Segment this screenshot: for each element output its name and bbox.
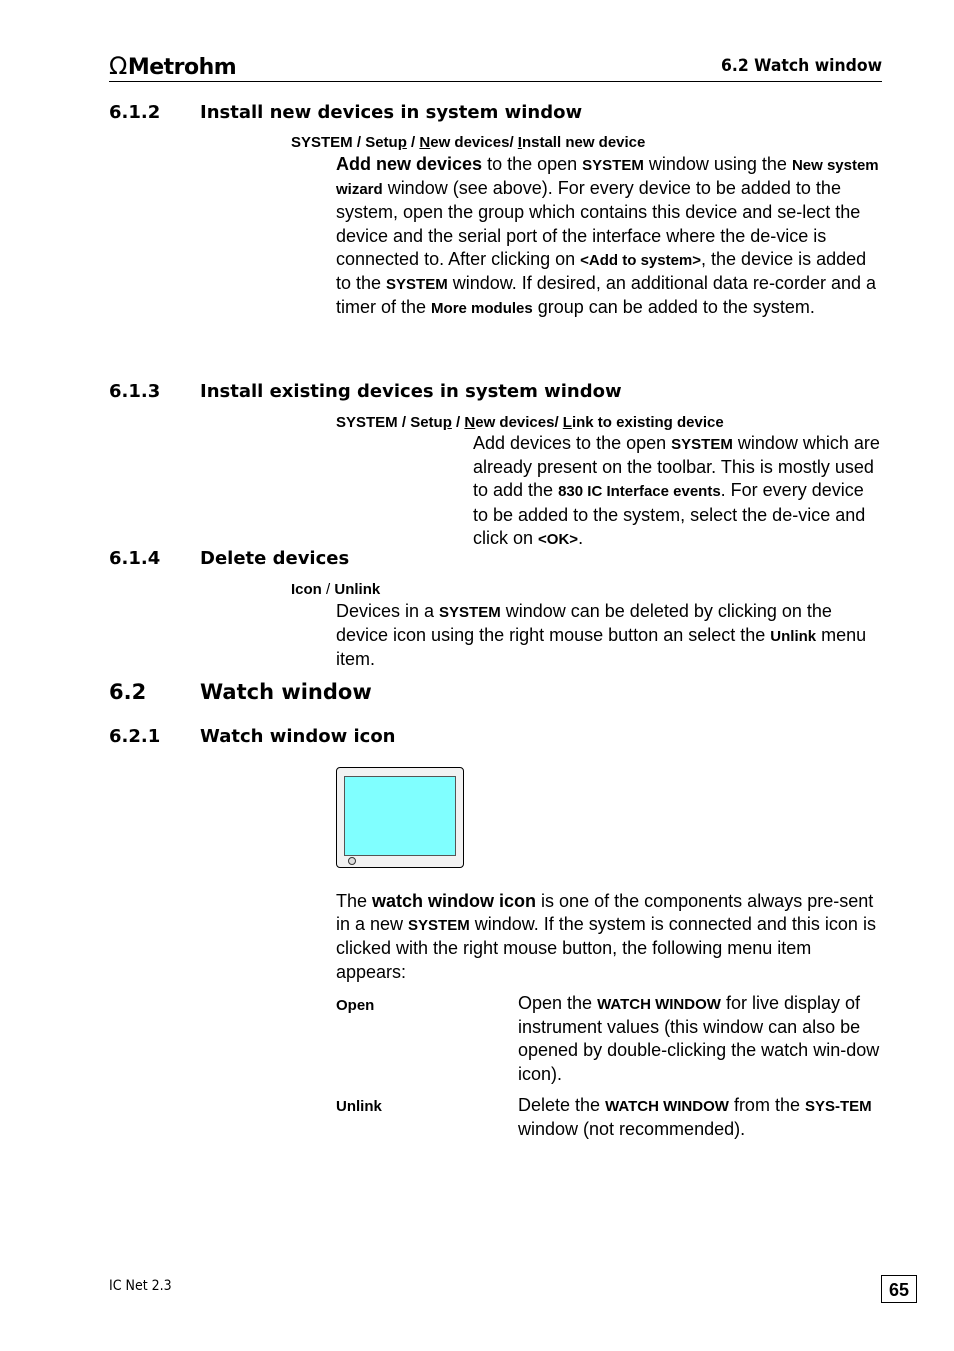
logo-text: Metrohm [127, 55, 237, 80]
text: menu item. [336, 625, 867, 670]
heading-title: Install existing devices in system window [200, 381, 622, 402]
menu-desc-unlink [518, 1094, 882, 1141]
keyword: SYSTEM [671, 436, 733, 453]
metrohm-logo [109, 52, 236, 80]
text: , the device is added to the [336, 248, 867, 294]
watch-window-knob [348, 857, 356, 865]
text: window. If desired, an additional data re-corder and a timer of the [336, 273, 876, 318]
omega-icon: Ω [109, 52, 127, 80]
text: Delete the [518, 1095, 606, 1115]
text: Add devices to the open [473, 433, 672, 453]
path-seg: / [406, 134, 420, 151]
path-seg: ew devices/ [430, 134, 518, 151]
path-seg: p [397, 134, 407, 151]
keyword: New system wizard [336, 157, 879, 199]
footer-doc-title: IC Net 2.3 [109, 1278, 172, 1294]
keyword: SYSTEM [408, 917, 470, 935]
text: from the [728, 1095, 805, 1115]
path-seg: I [517, 134, 522, 151]
text: to the open [482, 154, 583, 174]
text: for live display of instrument values (this window can also be opened by double-clicking the watch win-dow icon). [518, 993, 880, 1084]
watch-window-icon [336, 767, 464, 868]
paragraph-delete-devices [336, 600, 882, 672]
page-number: 65 [881, 1275, 917, 1303]
keyword: SYS-TEM [804, 1098, 872, 1115]
heading-number: 6.1.3 [109, 381, 161, 402]
path-seg: Unlink [334, 581, 381, 598]
path-seg: / Setu [397, 414, 443, 431]
watch-window-screen [344, 776, 456, 856]
path-seg: ew devices/ [475, 414, 563, 431]
path-seg: ink to existing device [571, 414, 724, 431]
keyword: WATCH WINDOW [597, 996, 721, 1013]
paragraph-watch-icon [336, 890, 882, 984]
text: . [578, 527, 584, 548]
keyword: SYSTEM [582, 157, 644, 174]
text: . For every device to be added to the system, select the de-vice and click on [473, 480, 866, 548]
keyword: SYSTEM [386, 276, 448, 294]
path-seg: SYSTEM [291, 134, 353, 151]
path-seg: Icon [291, 581, 322, 598]
path-seg: / [451, 414, 465, 431]
text: window (not recommended). [518, 1119, 746, 1140]
path-seg: SYSTEM [336, 414, 398, 431]
menu-path-install-new [291, 134, 645, 151]
path-seg: p [442, 414, 452, 431]
menu-term-unlink: Unlink [336, 1098, 382, 1115]
path-seg: N [464, 414, 476, 431]
heading-title: Install new devices in system window [200, 102, 583, 123]
running-header: 6.2 Watch window [720, 56, 882, 76]
emph: watch window icon [372, 891, 537, 911]
keyword: SYSTEM [439, 604, 501, 621]
heading-title: Watch window icon [200, 726, 396, 747]
menu-path-link-existing [336, 414, 724, 431]
keyword: <Add to system> [580, 251, 702, 269]
menu-desc-open [518, 992, 882, 1086]
heading-title: Delete devices [200, 548, 350, 569]
text: The [336, 891, 373, 911]
path-seg: / [321, 581, 335, 598]
path-seg: L [562, 414, 572, 431]
paragraph-install-new [336, 153, 882, 320]
text: is one of the components always pre-sent in a new [336, 891, 874, 935]
menu-term-open: Open [336, 997, 375, 1014]
text: Open the [518, 993, 598, 1013]
path-seg: / Setu [352, 134, 398, 151]
text: group can be added to the system. [532, 297, 815, 318]
heading-6-2 [109, 680, 809, 706]
text: window which are already present on the toolbar. This is mostly used to add the [473, 433, 880, 501]
path-seg: N [419, 134, 431, 151]
heading-number: 6.1.4 [109, 548, 161, 569]
text: window. If the system is connected and this icon is clicked with the right mouse button, the following menu item appears: [336, 914, 876, 982]
keyword: Unlink [770, 628, 817, 646]
heading-title: Watch window [200, 680, 372, 704]
heading-6-1-2 [109, 102, 809, 124]
paragraph-link-existing [473, 432, 882, 551]
path-seg: nstall new device [521, 134, 646, 151]
heading-number: 6.1.2 [109, 102, 161, 123]
keyword: More modules [431, 300, 533, 318]
heading-6-1-3 [109, 381, 809, 403]
text: Devices in a [336, 601, 440, 621]
keyword: 830 IC Interface events [558, 483, 721, 501]
heading-6-2-1 [109, 726, 809, 748]
emph: Add new devices [336, 154, 483, 174]
heading-6-1-4 [109, 548, 809, 570]
menu-path-unlink [291, 581, 380, 598]
header-rule [109, 81, 882, 82]
text: window can be deleted by clicking on the device icon using the right mouse button an select the [336, 601, 832, 646]
keyword: <OK> [538, 530, 579, 548]
text: window (see above). For every device to be added to the system, open the group which contains this device and se-lect the device and the serial port of the interface where the de-vice is connected to. After clicking on [336, 178, 861, 269]
heading-number: 6.2 [109, 680, 147, 704]
heading-number: 6.2.1 [109, 726, 161, 747]
text: window using the [643, 154, 792, 174]
keyword: WATCH WINDOW [605, 1098, 729, 1115]
